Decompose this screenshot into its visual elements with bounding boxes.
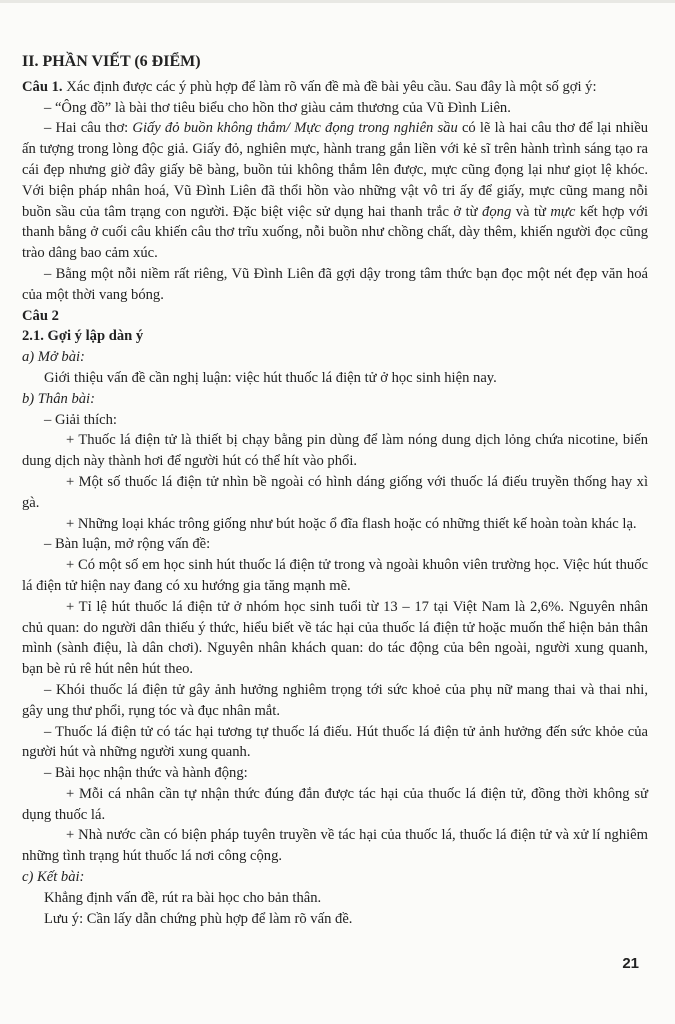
q2-a-label: a) Mở bài: <box>22 349 85 366</box>
main-content <box>22 52 648 929</box>
q1-intro-text: Xác định được các ý phù hợp để làm rõ vấn đề mà đề bài yêu cầu. Sau đây là một số gợi ý: <box>62 78 597 95</box>
q2-b-item-1: + Thuốc lá điện tử là thiết bị chạy bằng pin dùng để làm nóng dung dịch lỏng chứa nicotine, biến dung dịch này thành hơi để người hút có thể hít vào phổi. <box>22 432 648 470</box>
q2-a-text: Giới thiệu vấn đề cần nghị luận: việc hút thuốc lá điện tử ở học sinh hiện nay. <box>44 369 497 386</box>
q2-b-item-3: + Những loại khác trông giống như bút hoặc ổ đĩa flash hoặc có những thiết kế hoàn toàn khác lạ. <box>66 515 637 532</box>
q2-b-item-7: – Thuốc lá điện tử có tác hại tương tự thuốc lá điếu. Hút thuốc lá điện tử ảnh hưởng đến sức khỏe của người hút và những người xung quanh. <box>22 723 648 761</box>
q1-intro <box>22 77 648 98</box>
q1-label: Câu 1. <box>22 78 63 95</box>
q2-b-item-8: + Mỗi cá nhân cần tự nhận thức đúng đắn được tác hại của thuốc lá điện tử, đồng thời không sử dụng thuốc lá. <box>22 785 648 823</box>
q2-b-item-9: + Nhà nước cần có biện pháp tuyên truyền về tác hại của thuốc lá, thuốc lá điện tử và xử lí nghiêm những tình trạng hút thuốc lá nơi công cộng. <box>22 827 648 865</box>
page-number: 21 <box>622 955 639 972</box>
q2-subheading: 2.1. Gợi ý lập dàn ý <box>22 328 144 345</box>
q2-label: Câu 2 <box>22 307 59 324</box>
q1-p2-pre: – Hai câu thơ: <box>44 120 133 137</box>
q2-b-label: b) Thân bài: <box>22 390 95 407</box>
top-edge <box>0 0 675 3</box>
q1-point-1: – “Ông đồ” là bài thơ tiêu biểu cho hồn thơ giàu cảm thương của Vũ Đình Liên. <box>44 99 511 116</box>
q1-p2-word1: đọng <box>482 203 512 220</box>
q2-c-text: Khẳng định vấn đề, rút ra bài học cho bản thân. <box>44 889 322 906</box>
q2-b-lesson: – Bài học nhận thức và hành động: <box>44 765 248 782</box>
q2-c-label: c) Kết bài: <box>22 869 85 886</box>
q2-b-discuss: – Bàn luận, mở rộng vấn đề: <box>44 536 211 553</box>
q1-p2-and: và từ <box>511 203 551 220</box>
q1-p2-quote: Giấy đỏ buồn không thắm/ Mực đọng trong nghiên sầu <box>132 120 458 137</box>
q1-p2-end: kết hợp với thanh bằng ở cuối câu khiến câu thơ trĩu xuống, nỗi buồn như chồng chất, dày thêm, khiến người đọc cũng trào dâng bao cảm xúc. <box>22 203 648 262</box>
q2-b-item-4: + Có một số em học sinh hút thuốc lá điện tử trong và ngoài khuôn viên trường học. Việc hút thuốc lá điện tử hiện nay đang có xu hướng gia tăng mạnh mẽ. <box>22 557 648 594</box>
q2-b-explain: – Giải thích: <box>44 411 117 428</box>
q2-b-item-5: + Tỉ lệ hút thuốc lá điện tử ở nhóm học sinh tuổi từ 13 – 17 tại Việt Nam là 2,6%. Nguyên nhân chủ quan: do người dân thiếu ý thức, hiểu biết về tác hại của thuốc lá điện tử hoặc muốn thể hiện bản thân mình (sành điệu, là dân chơi). Nguyên nhân khách quan: do tác động của bên ngoài, người xung quanh, bạn bè rủ rê hút nên hút theo. <box>22 598 648 678</box>
q2-b-item-6: – Khói thuốc lá điện tử gây ảnh hưởng nghiêm trọng tới sức khoẻ của phụ nữ mang thai và thai nhi, gây ung thư phổi, rụng tóc và đục nhân mắt. <box>22 681 648 719</box>
q1-point-3: – Bằng một nỗi niềm rất riêng, Vũ Đình Liên đã gợi dậy trong tâm thức bạn đọc một nét đẹp văn hoá của một thời vang bóng. <box>22 265 648 303</box>
q1-point-2 <box>22 118 648 264</box>
q1-p2-word2: mực <box>550 203 576 220</box>
section-title: II. PHẦN VIẾT (6 ĐIỂM) <box>22 53 201 70</box>
q1-p2-mid: có lẽ là hai câu thơ để lại nhiều ấn tượng trong lòng độc giả. Giấy đỏ, nghiên mực, hành trang gắn liền với kẻ sĩ trên hành trình sáng tạo ra cái đẹp nhưng giờ đây giấy bẽ bàng, buồn tủi không thắm lên được, mực cũng đọng lại như giọt lệ khóc. Với biện pháp nhân hoá, Vũ Đình Liên đã thổi hồn vào những vật vô tri ấy để giấy, mực cũng mang nỗi buồn sầu của tâm trạng con người. Đặc biệt việc sử dụng hai thanh trắc ở từ <box>22 120 649 220</box>
q2-b-item-2: + Một số thuốc lá điện tử nhìn bề ngoài có hình dáng giống với thuốc lá điếu truyền thống hay xì gà. <box>22 473 648 511</box>
q2-note: Lưu ý: Cần lấy dẫn chứng phù hợp để làm rõ vấn đề. <box>44 910 353 927</box>
